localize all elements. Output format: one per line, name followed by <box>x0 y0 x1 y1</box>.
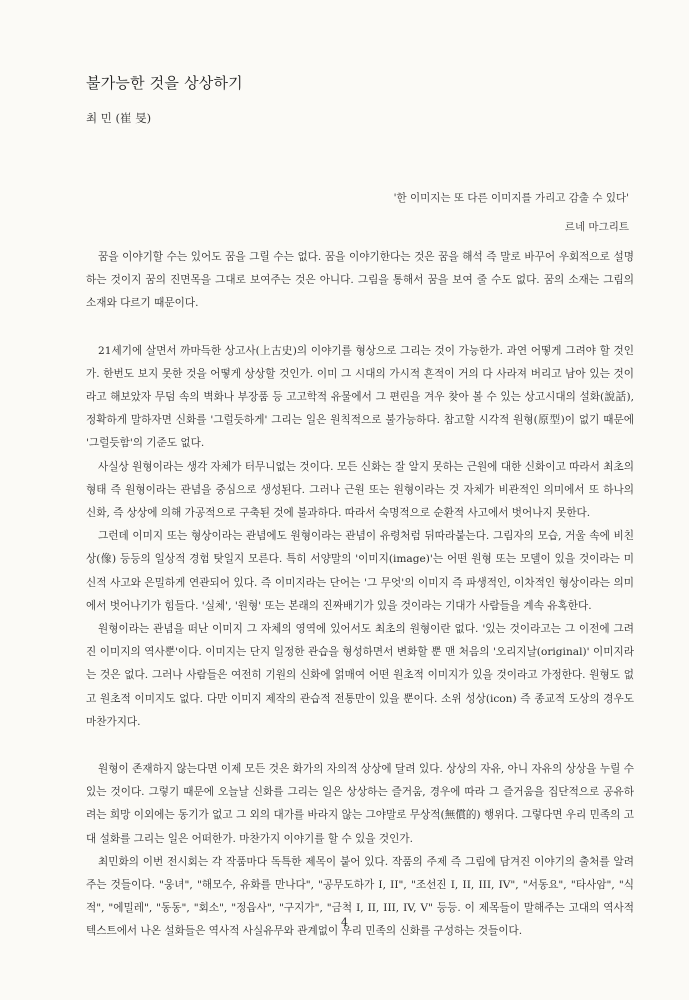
page-title: 불가능한 것을 상상하기 <box>86 74 243 92</box>
epigraph-attribution: 르네 마그리트 <box>564 221 629 233</box>
paragraph: 21세기에 살면서 까마득한 상고사(上古史)의 이야기를 형상으로 그리는 것이 가능한가. 과연 어떻게 그려야 할 것인가. 한번도 보지 못한 것을 어떻게 상상할 것인가. 이미 그 시대의 가시적 흔적이 거의 다 사라져 버리고 남아 있는 것이라고 해보았자 무덤 속의 벽화나 부장품 등 고고학적 유물에서 그 편린을 겨우 찾아 볼 수 있는 상고시대의 설화(說話), 정확하게 말하자면 신화를 '그럴듯하게' 그리는 일은 원칙적으로 불가능하다. 참고할 시각적 원형(原型)이 없기 때문에 '그럴듯함'의 기준도 없다. <box>86 344 634 450</box>
epigraph-quote: '한 이미지는 또 다른 이미지를 가리고 감출 수 있다' <box>393 192 629 204</box>
paragraph: 그런데 이미지 또는 형상이라는 관념에도 원형이라는 관념이 유령처럼 뒤따라붙는다. 그림자의 모습, 거울 속에 비친 상(像) 등등의 일상적 경험 탓일지 모른다. 특히 서양말의 '이미지(image)'는 어떤 원형 또는 모델이 있을 것이라는 미신적 사고와 은밀하게 연관되어 있다. 즉 이미지라는 단어는 '그 무엇'의 이미지 즉 파생적인, 이차적인 형상이라는 의미에서 벗어나기가 힘들다. '실체', '원형' 또는 본래의 진짜배기가 있을 것이라는 기대가 사람들을 계속 유혹한다. <box>86 530 634 612</box>
paragraph: 사실상 원형이라는 생각 자체가 터무니없는 것이다. 모든 신화는 잘 알지 못하는 근원에 대한 신화이고 따라서 최초의 형태 즉 원형이라는 관념을 중심으로 생성된다. 그러나 근원 또는 원형이라는 것 자체가 비관적인 의미에서 또 하나의 신화, 즉 상상에 의해 가공적으로 구축된 것에 불과하다. 따라서 숙명적으로 순환적 사고에서 벗어나지 못한다. <box>86 460 634 520</box>
epigraph <box>394 190 629 234</box>
paragraph: 꿈을 이야기할 수는 있어도 꿈을 그릴 수는 없다. 꿈을 이야기한다는 것은 꿈을 해석 즉 말로 바꾸어 우회적으로 설명하는 것이지 꿈의 진면목을 그대로 보여주는 것은 아니다. 그림을 통해서 꿈을 보여 줄 수도 없다. 꿈의 소재는 그림의 소재와 다르기 때문이다. <box>86 251 634 310</box>
author-name: 최 민 (崔 旻) <box>86 111 152 125</box>
paragraph: 원형이 존재하지 않는다면 이제 모든 것은 화가의 자의적 상상에 달려 있다. 상상의 자유, 아니 자유의 상상을 누릴 수 있는 것이다. 그렇기 때문에 오늘날 신화를 그리는 일은 상상하는 즐거움, 경우에 따라 그 즐거움을 집단적으로 공유하려는 희망 이외에는 동기가 없고 그 외의 대가를 바라지 않는 그야말로 무상적(無償的) 행위다. 그렇다면 우리 민족의 고대 설화를 그리는 일은 어떠한가. 마찬가지 이야기를 할 수 있을 것인가. <box>86 763 634 845</box>
paragraph: 원형이라는 관념을 떠난 이미지 그 자체의 영역에 있어서도 최초의 원형이란 없다. '있는 것이라고는 그 이전에 그려진 이미지의 역사뿐'이다. 이미지는 단지 일정한 관습을 형성하면서 변화할 뿐 맨 처음의 '오리지날(original)' 이미지라는 것은 없다. 그러나 사람들은 여전히 기원의 신화에 얽매여 어떤 원초적 이미지가 있을 것이라고 가정한다. 원형도 없고 원초적 이미지도 없다. 다만 이미지 제작의 관습적 전통만이 있을 뿐이다. 소위 성상(icon) 즉 종교적 도상의 경우도 마찬가지다. <box>86 623 634 728</box>
page-number: 4 <box>341 916 348 929</box>
paragraph: 최민화의 이번 전시회는 각 작품마다 독특한 제목이 붙어 있다. 작품의 주제 즉 그림에 담겨진 이야기의 출처를 알려주는 것들이다. "웅녀", "해모수, 유화를 만나다", "공무도하가 I, II", "조선진 I, II, III, IV", "서동요", "타사암", "식적", "에밀레", "동동", "회소", "정읍사", "구지가", "금척 I, II, III, IV, V" 등등. 이 제목들이 말해주는 고대의 역사적 텍스트에서 나온 설화들은 역사적 사실유무와 관계없이 우리 민족의 신화를 구성하는 것들이다. <box>86 855 634 938</box>
body-text <box>86 246 634 944</box>
